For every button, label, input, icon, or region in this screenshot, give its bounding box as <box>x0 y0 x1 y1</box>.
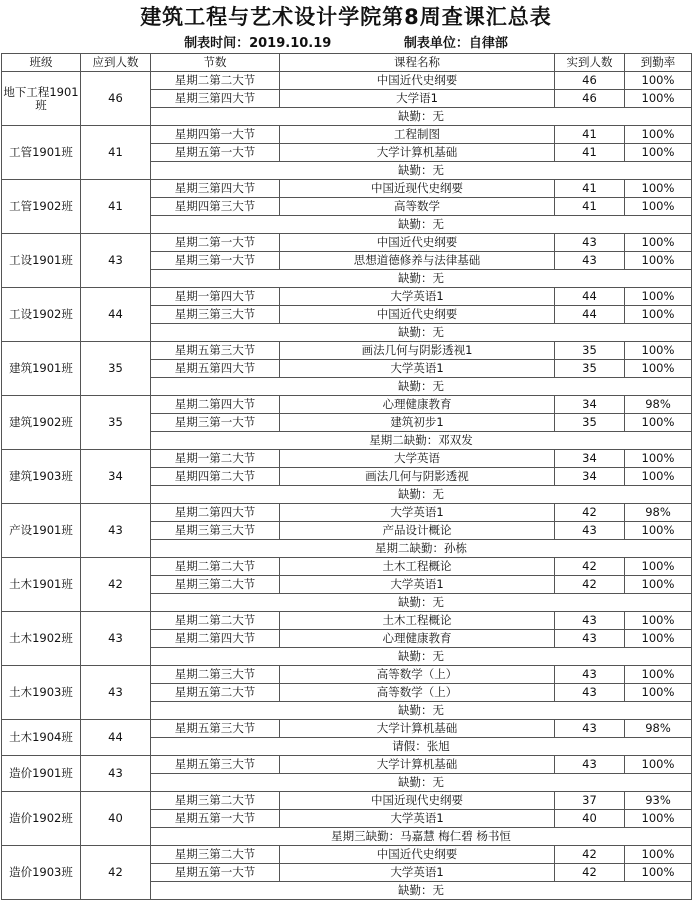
course-name: 高等数学（上） <box>280 684 555 702</box>
absence-note: 星期二缺勤：邓双发 <box>151 432 692 450</box>
actual-count: 43 <box>555 234 625 252</box>
session-period: 星期三第四大节 <box>151 180 280 198</box>
actual-count: 43 <box>555 684 625 702</box>
absence-note: 缺勤：无 <box>151 108 692 126</box>
expected-count: 42 <box>81 558 151 612</box>
course-name: 心理健康教育 <box>280 396 555 414</box>
header-expected: 应到人数 <box>81 54 151 72</box>
class-name: 造价1901班 <box>2 756 81 792</box>
actual-count: 41 <box>555 126 625 144</box>
actual-count: 34 <box>555 468 625 486</box>
session-period: 星期五第一大节 <box>151 144 280 162</box>
attendance-rate: 100% <box>625 630 692 648</box>
expected-count: 43 <box>81 756 151 792</box>
session-period: 星期二第四大节 <box>151 504 280 522</box>
actual-count: 41 <box>555 180 625 198</box>
course-name: 中国近代史纲要 <box>280 72 555 90</box>
attendance-rate: 98% <box>625 720 692 738</box>
expected-count: 43 <box>81 234 151 288</box>
absence-note: 请假：张旭 <box>151 738 692 756</box>
table-row <box>2 846 692 864</box>
attendance-body <box>2 72 692 900</box>
attendance-rate: 100% <box>625 72 692 90</box>
attendance-rate: 100% <box>625 360 692 378</box>
session-period: 星期三第一大节 <box>151 252 280 270</box>
course-name: 中国近现代史纲要 <box>280 792 555 810</box>
actual-count: 44 <box>555 288 625 306</box>
expected-count: 43 <box>81 612 151 666</box>
actual-count: 34 <box>555 450 625 468</box>
course-name: 建筑初步1 <box>280 414 555 432</box>
absence-note: 星期二缺勤：孙栋 <box>151 540 692 558</box>
actual-count: 43 <box>555 630 625 648</box>
actual-count: 35 <box>555 360 625 378</box>
actual-count: 34 <box>555 396 625 414</box>
class-name: 工管1902班 <box>2 180 81 234</box>
attendance-rate: 100% <box>625 756 692 774</box>
absence-note: 缺勤：无 <box>151 486 692 504</box>
course-name: 高等数学 <box>280 198 555 216</box>
session-period: 星期二第二大节 <box>151 612 280 630</box>
actual-count: 37 <box>555 792 625 810</box>
class-name: 土木1902班 <box>2 612 81 666</box>
attendance-rate: 100% <box>625 810 692 828</box>
session-period: 星期五第三大节 <box>151 756 280 774</box>
session-period: 星期三第一大节 <box>151 414 280 432</box>
session-period: 星期五第四大节 <box>151 360 280 378</box>
attendance-rate: 100% <box>625 198 692 216</box>
actual-count: 42 <box>555 504 625 522</box>
attendance-rate: 100% <box>625 234 692 252</box>
class-name: 建筑1902班 <box>2 396 81 450</box>
class-name: 建筑1901班 <box>2 342 81 396</box>
actual-count: 41 <box>555 144 625 162</box>
attendance-rate: 100% <box>625 450 692 468</box>
actual-count: 42 <box>555 864 625 882</box>
session-period: 星期一第四大节 <box>151 288 280 306</box>
course-name: 中国近代史纲要 <box>280 846 555 864</box>
report-meta <box>0 34 692 53</box>
expected-count: 43 <box>81 666 151 720</box>
actual-count: 43 <box>555 720 625 738</box>
made-unit: 制表单位：自律部 <box>403 36 508 51</box>
class-name: 地下工程1901班 <box>2 72 81 126</box>
table-row <box>2 342 692 360</box>
course-name: 大学英语1 <box>280 360 555 378</box>
attendance-rate: 100% <box>625 666 692 684</box>
header-period: 节数 <box>151 54 280 72</box>
session-period: 星期五第二大节 <box>151 684 280 702</box>
attendance-rate: 100% <box>625 144 692 162</box>
expected-count: 41 <box>81 180 151 234</box>
expected-count: 40 <box>81 792 151 846</box>
attendance-rate: 98% <box>625 396 692 414</box>
class-name: 土木1904班 <box>2 720 81 756</box>
attendance-rate: 100% <box>625 306 692 324</box>
course-name: 画法几何与阴影透视 <box>280 468 555 486</box>
session-period: 星期三第二大节 <box>151 792 280 810</box>
course-name: 工程制图 <box>280 126 555 144</box>
course-name: 中国近现代史纲要 <box>280 180 555 198</box>
session-period: 星期三第二大节 <box>151 846 280 864</box>
course-name: 大学英语1 <box>280 288 555 306</box>
course-name: 大学计算机基础 <box>280 756 555 774</box>
course-name: 中国近代史纲要 <box>280 234 555 252</box>
attendance-rate: 100% <box>625 288 692 306</box>
course-name: 大学英语 <box>280 450 555 468</box>
actual-count: 35 <box>555 342 625 360</box>
absence-note: 缺勤：无 <box>151 378 692 396</box>
header-rate: 到勤率 <box>625 54 692 72</box>
expected-count: 44 <box>81 720 151 756</box>
attendance-rate: 100% <box>625 576 692 594</box>
header-actual: 实到人数 <box>555 54 625 72</box>
course-name: 大学语1 <box>280 90 555 108</box>
attendance-rate: 100% <box>625 342 692 360</box>
class-name: 造价1903班 <box>2 846 81 900</box>
attendance-rate: 100% <box>625 126 692 144</box>
actual-count: 43 <box>555 522 625 540</box>
attendance-rate: 100% <box>625 252 692 270</box>
header-course: 课程名称 <box>280 54 555 72</box>
session-period: 星期三第四大节 <box>151 90 280 108</box>
actual-count: 42 <box>555 558 625 576</box>
session-period: 星期五第三大节 <box>151 342 280 360</box>
attendance-rate: 100% <box>625 684 692 702</box>
table-row <box>2 288 692 306</box>
expected-count: 46 <box>81 72 151 126</box>
session-period: 星期四第一大节 <box>151 126 280 144</box>
session-period: 星期二第一大节 <box>151 234 280 252</box>
session-period: 星期二第二大节 <box>151 72 280 90</box>
table-row <box>2 126 692 144</box>
absence-note: 缺勤：无 <box>151 774 692 792</box>
expected-count: 35 <box>81 342 151 396</box>
attendance-rate: 100% <box>625 558 692 576</box>
expected-count: 42 <box>81 846 151 900</box>
absence-note: 缺勤：无 <box>151 324 692 342</box>
page-title: 建筑工程与艺术设计学院第8周查课汇总表 <box>140 5 552 29</box>
course-name: 产品设计概论 <box>280 522 555 540</box>
expected-count: 43 <box>81 504 151 558</box>
table-row <box>2 396 692 414</box>
course-name: 大学英语1 <box>280 504 555 522</box>
attendance-rate: 100% <box>625 414 692 432</box>
expected-count: 34 <box>81 450 151 504</box>
session-period: 星期二第二大节 <box>151 558 280 576</box>
actual-count: 35 <box>555 414 625 432</box>
attendance-rate: 100% <box>625 180 692 198</box>
attendance-table <box>1 53 692 900</box>
actual-count: 41 <box>555 198 625 216</box>
session-period: 星期二第四大节 <box>151 630 280 648</box>
expected-count: 35 <box>81 396 151 450</box>
table-row <box>2 612 692 630</box>
table-row <box>2 666 692 684</box>
course-name: 高等数学（上） <box>280 666 555 684</box>
session-period: 星期三第三大节 <box>151 522 280 540</box>
header-class: 班级 <box>2 54 81 72</box>
absence-note: 星期三缺勤：马嘉慧 梅仁碧 杨书恒 <box>151 828 692 846</box>
class-name: 造价1902班 <box>2 792 81 846</box>
class-name: 产设1901班 <box>2 504 81 558</box>
session-period: 星期四第二大节 <box>151 468 280 486</box>
course-name: 思想道德修养与法律基础 <box>280 252 555 270</box>
class-name: 工管1901班 <box>2 126 81 180</box>
actual-count: 46 <box>555 72 625 90</box>
class-name: 工设1901班 <box>2 234 81 288</box>
made-time: 制表时间：2019.10.19 <box>184 36 332 51</box>
absence-note: 缺勤：无 <box>151 270 692 288</box>
actual-count: 40 <box>555 810 625 828</box>
table-row <box>2 720 692 738</box>
session-period: 星期五第一大节 <box>151 810 280 828</box>
table-row <box>2 234 692 252</box>
table-row <box>2 504 692 522</box>
session-period: 星期一第二大节 <box>151 450 280 468</box>
attendance-rate: 100% <box>625 864 692 882</box>
actual-count: 46 <box>555 90 625 108</box>
actual-count: 43 <box>555 666 625 684</box>
header-row <box>2 54 692 72</box>
session-period: 星期五第一大节 <box>151 864 280 882</box>
actual-count: 43 <box>555 612 625 630</box>
attendance-rate: 100% <box>625 522 692 540</box>
actual-count: 42 <box>555 576 625 594</box>
class-name: 土木1903班 <box>2 666 81 720</box>
absence-note: 缺勤：无 <box>151 702 692 720</box>
course-name: 土木工程概论 <box>280 612 555 630</box>
attendance-rate: 100% <box>625 612 692 630</box>
expected-count: 44 <box>81 288 151 342</box>
course-name: 大学计算机基础 <box>280 720 555 738</box>
attendance-rate: 93% <box>625 792 692 810</box>
attendance-rate: 100% <box>625 468 692 486</box>
course-name: 中国近代史纲要 <box>280 306 555 324</box>
absence-note: 缺勤：无 <box>151 594 692 612</box>
table-row <box>2 72 692 90</box>
attendance-rate: 100% <box>625 90 692 108</box>
session-period: 星期三第二大节 <box>151 576 280 594</box>
table-row <box>2 756 692 774</box>
course-name: 心理健康教育 <box>280 630 555 648</box>
class-name: 工设1902班 <box>2 288 81 342</box>
table-row <box>2 792 692 810</box>
attendance-rate: 98% <box>625 504 692 522</box>
absence-note: 缺勤：无 <box>151 162 692 180</box>
table-row <box>2 558 692 576</box>
course-name: 大学英语1 <box>280 864 555 882</box>
absence-note: 缺勤：无 <box>151 882 692 900</box>
expected-count: 41 <box>81 126 151 180</box>
actual-count: 42 <box>555 846 625 864</box>
table-row <box>2 450 692 468</box>
actual-count: 44 <box>555 306 625 324</box>
attendance-rate: 100% <box>625 846 692 864</box>
course-name: 大学英语1 <box>280 576 555 594</box>
absence-note: 缺勤：无 <box>151 648 692 666</box>
session-period: 星期四第三大节 <box>151 198 280 216</box>
actual-count: 43 <box>555 756 625 774</box>
table-row <box>2 180 692 198</box>
class-name: 土木1901班 <box>2 558 81 612</box>
course-name: 大学英语1 <box>280 810 555 828</box>
session-period: 星期二第四大节 <box>151 396 280 414</box>
class-name: 建筑1903班 <box>2 450 81 504</box>
session-period: 星期二第三大节 <box>151 666 280 684</box>
actual-count: 43 <box>555 252 625 270</box>
session-period: 星期五第三大节 <box>151 720 280 738</box>
course-name: 土木工程概论 <box>280 558 555 576</box>
session-period: 星期三第三大节 <box>151 306 280 324</box>
course-name: 大学计算机基础 <box>280 144 555 162</box>
course-name: 画法几何与阴影透视1 <box>280 342 555 360</box>
absence-note: 缺勤：无 <box>151 216 692 234</box>
